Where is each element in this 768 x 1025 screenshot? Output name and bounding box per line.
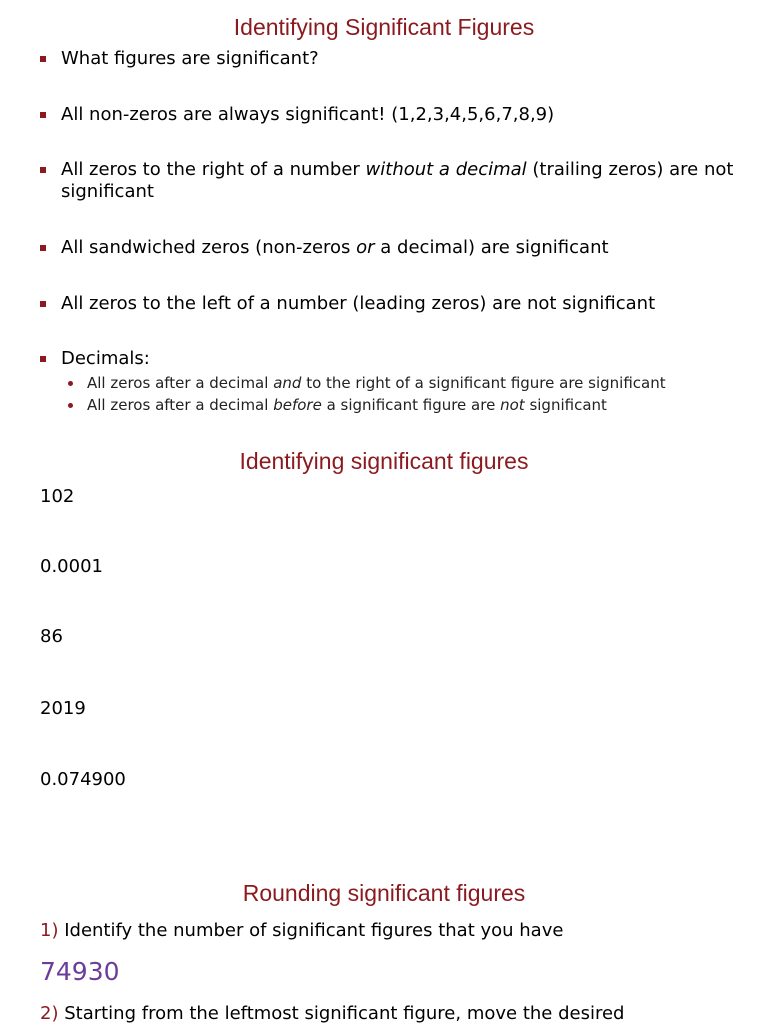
bullet-item [40, 104, 740, 126]
square-bullet-icon [40, 56, 46, 62]
bullet-text: All zeros to the left of a number (leading zeros) are not significant [61, 293, 656, 314]
bullet-text: Decimals: [61, 348, 150, 369]
round-bullet-icon [68, 381, 73, 386]
sub-bullet-item [68, 374, 758, 392]
bullet-item [40, 159, 740, 203]
section-title-rounding-significant-figures: Rounding significant figures [242, 880, 526, 906]
sub-bullet-item [68, 396, 758, 414]
example-number: 0.0001 [40, 556, 103, 577]
sub-bullet-text-part: All zeros after a decimal [87, 396, 274, 414]
sub-bullet-emphasis: not [500, 396, 525, 414]
square-bullet-icon [40, 356, 46, 362]
sub-bullet-text [87, 374, 758, 392]
step-number: 2) [40, 1003, 59, 1024]
bullet-item-decimals [40, 348, 740, 370]
bullet-text [61, 237, 740, 259]
bullet-item [40, 48, 740, 70]
bullet-text [61, 159, 740, 203]
bullet-text-part: All zeros to the right of a number [61, 159, 366, 180]
bullet-text-part: a decimal) are significant [374, 237, 609, 258]
sub-bullet-text-part: significant [524, 396, 607, 414]
bullet-text-part: (trailing zeros) are not significant [61, 159, 734, 202]
step-text: Identify the number of significant figures that you have [58, 920, 564, 941]
step-item [40, 1003, 740, 1025]
round-bullet-icon [68, 403, 73, 408]
section-title-identifying-significant-figures: Identifying Significant Figures [233, 14, 535, 40]
sub-bullet-text [87, 396, 758, 414]
example-number: 102 [40, 486, 75, 507]
step-number: 1) [40, 920, 59, 941]
bullet-text: What figures are significant? [61, 48, 319, 69]
square-bullet-icon [40, 301, 46, 307]
bullet-text-part: All sandwiched zeros (non-zeros [61, 237, 357, 258]
sub-bullet-text-part: a significant figure are [321, 396, 501, 414]
example-number: 0.074900 [40, 769, 126, 790]
square-bullet-icon [40, 112, 46, 118]
bullet-item [40, 293, 740, 315]
bullet-item [40, 237, 740, 259]
sub-bullet-text-part: to the right of a significant figure are significant [301, 374, 666, 392]
rounding-example-value: 74930 [40, 957, 120, 986]
sub-bullet-text-part: All zeros after a decimal [87, 374, 274, 392]
bullet-text: All non-zeros are always significant! (1,2,3,4,5,6,7,8,9) [61, 104, 555, 125]
example-number: 2019 [40, 698, 86, 719]
sub-bullet-emphasis: and [273, 374, 302, 392]
square-bullet-icon [40, 167, 46, 173]
step-item [40, 920, 740, 942]
step-text: Starting from the leftmost significant figure, move the desired [58, 1003, 625, 1024]
bullet-emphasis: or [356, 237, 375, 258]
bullet-emphasis: without a decimal [365, 159, 527, 180]
sub-bullet-emphasis: before [273, 396, 322, 414]
section-title-identifying-significant-figures-examples: Identifying significant figures [239, 448, 529, 474]
example-number: 86 [40, 626, 63, 647]
square-bullet-icon [40, 245, 46, 251]
